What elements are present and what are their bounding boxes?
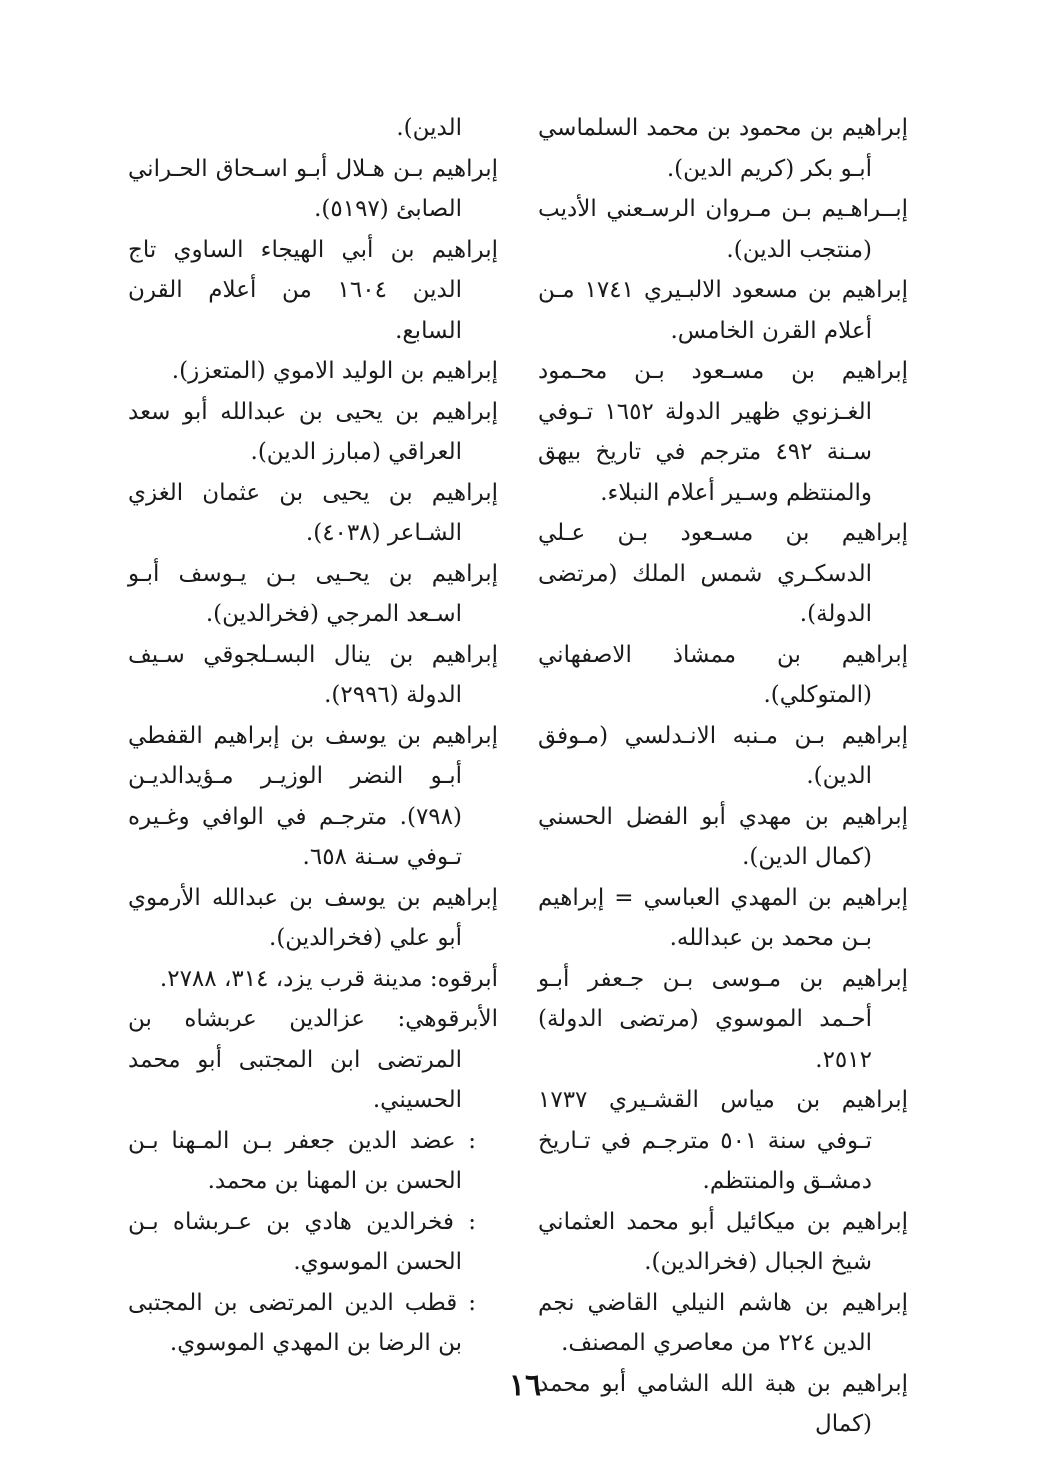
- index-entry: إبراهيم بن ممشاذ الاصفهاني (المتوكلي).: [538, 641, 908, 708]
- page-number: ١٦: [508, 1368, 542, 1403]
- index-entry: إبراهيم بن المهدي العباسي = إبراهيم بـن محمد بن عبدالله.: [538, 884, 908, 951]
- index-entry: إبراهيم بـن مـنبه الانـدلسي (مـوفق الدين).: [538, 722, 908, 789]
- index-entry: إبراهيم بن مهدي أبو الفضل الحسني (كمال الدين).: [538, 803, 908, 870]
- index-entry: إبراهيم بن مسـعود بـن محـمود الغـزنوي ظهير الدولة ١٦٥٢ تـوفي سـنة ٤٩٢ مترجم في تاريخ بيهق والمنتظم وسـير أعلام النبلاء.: [538, 358, 908, 506]
- right-column: [538, 108, 908, 1437]
- index-entry: إبراهيم بن يحيى بن عثمان الغزي الشـاعر (٤٠٣٨).: [128, 479, 498, 546]
- index-sub-entry: : عضد الدين جعفر بـن المـهنا بـن الحسن بن المهنا بن محمد.: [128, 1127, 476, 1194]
- index-entry: إبراهيم بن مسعود الالبـيري ١٧٤١ مـن أعلام القرن الخامس.: [538, 277, 908, 344]
- index-entry: إبراهيم بن مـوسى بـن جـعفر أبـو أحـمد الموسوي (مرتضى الدولة) ٢٥١٢.: [538, 965, 908, 1073]
- index-sub-entry: : فخرالدين هادي بن عـربشاه بـن الحسن الموسوي.: [128, 1208, 476, 1275]
- index-entry: الأبرقوهي: عزالدين عربشاه بن المرتضى ابن المجتبى أبو محمد الحسيني.: [128, 1006, 498, 1113]
- index-entry: إبراهيم بن يوسف بن عبدالله الأرموي أبو علي (فخرالدين).: [128, 884, 498, 951]
- index-entry: إبراهيم بن أبي الهيجاء الساوي تاج الدين ١٦٠٤ من أعلام القرن السابع.: [128, 236, 498, 344]
- index-entry: إبراهيم بن هبة الله الشامي أبو محمد (كمال: [538, 1370, 908, 1437]
- index-entry: إبراهيم بن مياس القشـيري ١٧٣٧ تـوفي سنة ٥٠١ مترجـم في تـاريخ دمشـق والمنتظم.: [538, 1087, 908, 1194]
- index-entry: إبراهيم بن محمود بن محمد السلماسي أبـو بكر (كريم الدين).: [538, 115, 908, 182]
- index-entry: إبراهيم بن مسـعود بـن عـلي الدسكـري شمس الملك (مرتضى الدولة).: [538, 520, 908, 627]
- left-column: [128, 108, 498, 1356]
- page-body: [128, 108, 908, 1437]
- index-entry: إبراهيم بن يوسف بن إبراهيم القفطي أبـو النضر الوزيـر مـؤيدالديـن (٧٩٨). مترجـم في الوافي وغـيره تـوفي سـنة ٦٥٨.: [128, 722, 498, 870]
- index-entry: إبراهيم بـن هـلال أبـو اسـحاق الحـراني الصابئ (٥١٩٧).: [128, 155, 498, 222]
- index-sub-entry: : قطب الدين المرتضى بن المجتبى بن الرضا بن المهدي الموسوي.: [128, 1289, 476, 1356]
- index-entry: إبراهيم بن الوليد الاموي (المتعزز).: [171, 358, 498, 384]
- index-entry: أبرقوه: مدينة قرب يزد، ٣١٤، ٢٧٨٨.: [159, 965, 498, 992]
- index-entry: إبراهيم بن يحيى بن عبدالله أبو سعد العراقي (مبارز الدين).: [128, 398, 498, 465]
- index-entry: إبراهيم بن يحـيى بـن يـوسف أبـو اسـعد المرجي (فخرالدين).: [128, 560, 498, 627]
- index-entry: إبراهيم بن ميكائيل أبو محمد العثماني شيخ الجبال (فخرالدين).: [538, 1208, 908, 1275]
- index-entry: إبراهيم بن ينال البسـلجوقي سـيف الدولة (٢٩٩٦).: [128, 641, 498, 708]
- index-entry: إبراهيم بن هاشم النيلي القاضي نجم الدين ٢٢٤ من معاصري المصنف.: [538, 1289, 908, 1356]
- index-entry: إبــراهـيم بـن مـروان الرسـعني الأديب (منتجب الدين).: [538, 196, 908, 263]
- index-entry-continuation: الدين).: [396, 115, 462, 141]
